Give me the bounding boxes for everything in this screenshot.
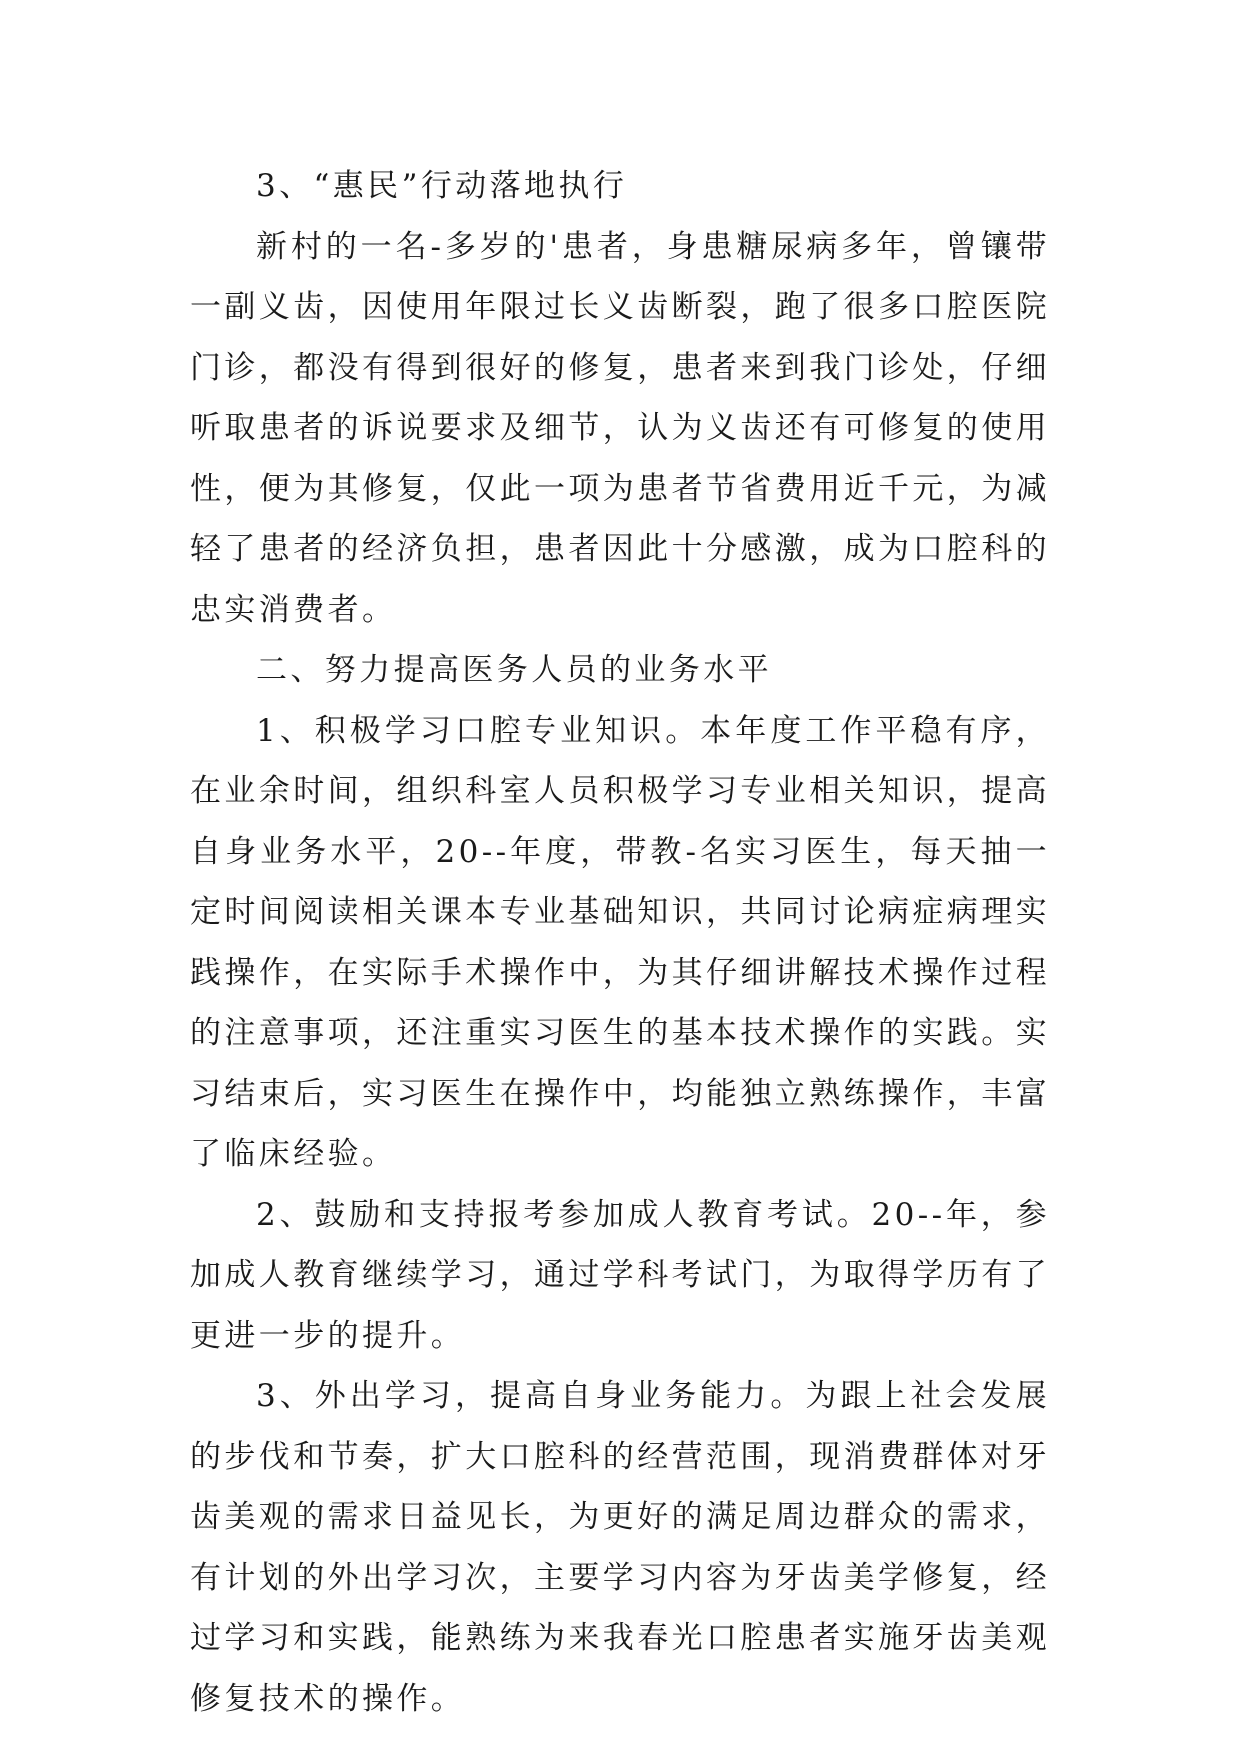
section-heading-huimin: 3、“惠民”行动落地执行 [256,168,628,204]
paragraph-study-knowledge: 1、积极学习口腔专业知识。本年度工作平稳有序，在业余时间，组织科室人员积极学习专业相关知识，提高自身业务水平，20--年度，带教-名实习医生，每天抽一定时间阅读相关课本专业基础知识，共同讨论病症病理实践操作，在实际手术操作中，为其仔细讲解技术操作过程的注意事项，还注重实习医生的基本技术操作的实践。实习结束后，实习医生在操作中，均能独立熟练操作，丰富了临床经验。 [190,712,1050,1172]
section-heading-improve-level: 二、努力提高医务人员的业务水平 [256,652,772,688]
paragraph-external-study: 3、外出学习，提高自身业务能力。为跟上社会发展的步伐和节奏，扩大口腔科的经营范围，现消费群体对牙齿美观的需求日益见长，为更好的满足周边群众的需求，有计划的外出学习次，主要学习内容为牙齿美学修复，经过学习和实践，能熟练为来我春光口腔患者实施牙齿美观修复技术的操作。 [190,1378,1050,1717]
paragraph-patient-case: 新村的一名-多岁的'患者，身患糖尿病多年，曾镶带一副义齿，因使用年限过长义齿断裂，跑了很多口腔医院门诊，都没有得到很好的修复，患者来到我门诊处，仔细听取患者的诉说要求及细节，认为义齿还有可修复的使用性，便为其修复，仅此一项为患者节省费用近千元，为减轻了患者的经济负担，患者因此十分感激，成为口腔科的忠实消费者。 [190,228,1050,628]
document-body [190,156,1050,1729]
paragraph-adult-education: 2、鼓励和支持报考参加成人教育考试。20--年，参加成人教育继续学习，通过学科考试门，为取得学历有了更进一步的提升。 [190,1196,1050,1354]
